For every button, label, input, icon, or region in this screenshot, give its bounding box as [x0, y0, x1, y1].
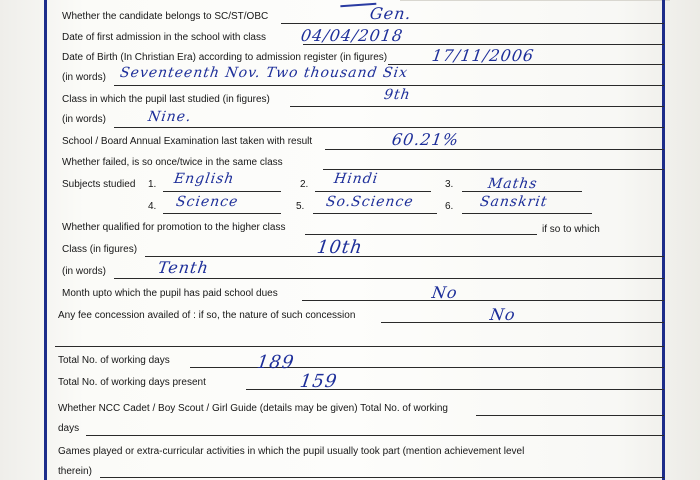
- last-class-words-question: (in words): [62, 114, 106, 125]
- subject-5-number: 5.: [296, 201, 305, 212]
- last-class-answer: 9th: [382, 87, 412, 103]
- games-question-continued: therein): [58, 466, 92, 477]
- present-days-answer: 159: [298, 371, 339, 392]
- subject-6-line: [462, 213, 592, 214]
- present-days-question: Total No. of working days present: [58, 377, 206, 388]
- dues-line: [302, 300, 664, 301]
- promotion-suffix: if so to which: [542, 224, 600, 235]
- subject-2-line: [315, 191, 431, 192]
- first-admission-question: Date of first admission in the school with class: [62, 32, 266, 43]
- exam-question: School / Board Annual Examination last taken with result: [62, 136, 313, 147]
- last-class-line: [290, 106, 664, 107]
- subject-1-answer: English: [172, 171, 236, 187]
- category-line: [281, 23, 664, 24]
- dues-answer: No: [430, 283, 459, 302]
- class-words-question: (in words): [62, 266, 106, 277]
- last-class-question: Class in which the pupil last studied (in figures): [62, 94, 270, 105]
- blank-line: [55, 346, 664, 347]
- class-figures-line: [145, 256, 664, 257]
- category-answer: Gen.: [368, 4, 413, 23]
- concession-question: Any fee concession availed of : if so, the nature of such concession: [58, 310, 356, 321]
- subject-1-line: [163, 191, 281, 192]
- working-days-answer: 189: [255, 352, 296, 373]
- subject-4-answer: Science: [174, 194, 240, 210]
- promotion-question: Whether qualified for promotion to the higher class: [62, 222, 286, 233]
- failed-question: Whether failed, is so once/twice in the same class: [62, 157, 283, 168]
- subject-1-number: 1.: [148, 179, 157, 190]
- subject-3-answer: Maths: [486, 176, 539, 192]
- class-words-line: [114, 278, 664, 279]
- games-question: Games played or extra-curricular activities in which the pupil usually took part (mention achievement level: [58, 446, 525, 457]
- dob-figures-answer: 17/11/2006: [430, 46, 536, 65]
- subject-2-answer: Hindi: [332, 171, 380, 187]
- ncc-question-continued: days: [58, 423, 80, 434]
- concession-answer: No: [488, 305, 517, 324]
- category-question: Whether the candidate belongs to SC/ST/OBC: [62, 11, 269, 22]
- games-line: [100, 477, 664, 478]
- failed-line: [323, 169, 664, 170]
- subject-4-number: 4.: [148, 201, 157, 212]
- working-days-question: Total No. of working days: [58, 355, 170, 366]
- dues-question: Month upto which the pupil has paid school dues: [62, 288, 278, 299]
- dob-question: Date of Birth (In Christian Era) according to admission register (in figures): [62, 52, 388, 63]
- subject-5-line: [313, 213, 437, 214]
- dob-words-answer: Seventeenth Nov. Two thousand Six: [118, 65, 410, 81]
- concession-line: [381, 322, 664, 323]
- top-edge-shadow: [400, 0, 670, 1]
- exam-line: [325, 149, 664, 150]
- subject-4-line: [163, 213, 281, 214]
- subject-2-number: 2.: [300, 179, 309, 190]
- dob-words-question: (in words): [62, 72, 106, 83]
- last-class-words-line: [114, 127, 664, 128]
- subject-3-number: 3.: [445, 179, 454, 190]
- subjects-label: Subjects studied: [62, 179, 136, 190]
- subject-5-answer: So.Science: [324, 194, 415, 210]
- exam-answer: 60.21%: [390, 130, 461, 149]
- last-class-words-answer: Nine.: [146, 109, 193, 125]
- ncc-question: Whether NCC Cadet / Boy Scout / Girl Guide (details may be given) Total No. of working: [58, 403, 448, 414]
- ncc-days-line: [86, 435, 664, 436]
- class-figures-answer: 10th: [315, 237, 365, 258]
- subject-6-number: 6.: [445, 201, 454, 212]
- promotion-line: [305, 234, 537, 235]
- dob-words-line: [114, 85, 664, 86]
- class-words-answer: Tenth: [156, 258, 211, 277]
- first-admission-answer: 04/04/2018: [299, 26, 405, 45]
- subject-6-answer: Sanskrit: [478, 194, 549, 210]
- class-figures-question: Class (in figures): [62, 244, 138, 255]
- ncc-line: [476, 415, 664, 416]
